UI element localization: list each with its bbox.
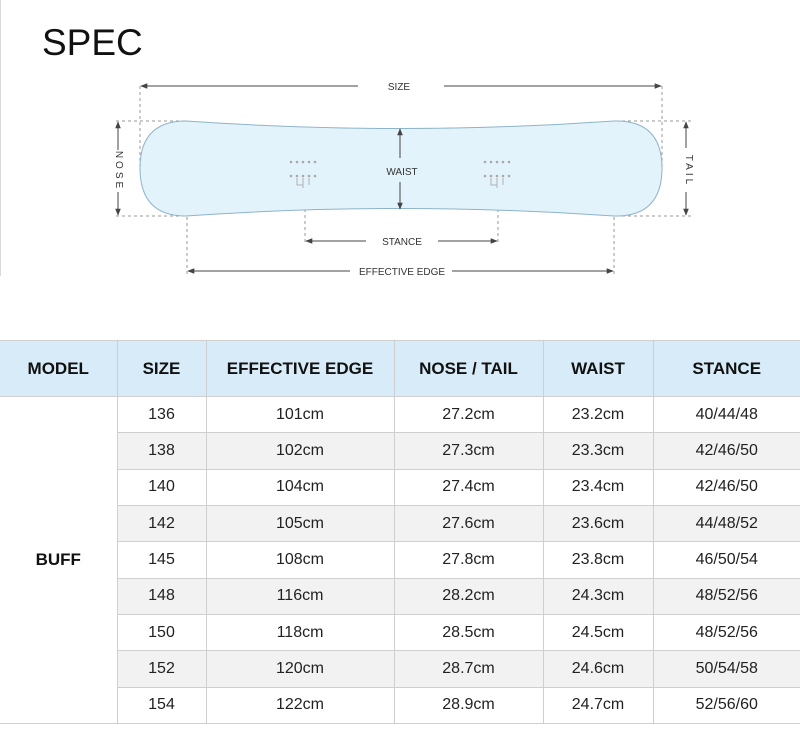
size-cell: 148: [117, 578, 206, 614]
effective-edge-cell: 104cm: [206, 469, 394, 505]
effective-edge-cell: 105cm: [206, 505, 394, 541]
waist-cell: 23.3cm: [543, 433, 653, 469]
size-cell: 150: [117, 614, 206, 650]
waist-label: WAIST: [386, 167, 418, 178]
page-title: SPEC: [42, 22, 143, 63]
size-cell: 140: [117, 469, 206, 505]
stance-label: STANCE: [382, 237, 422, 248]
nose-tail-cell: 27.6cm: [394, 505, 543, 541]
nose-tail-cell: 28.9cm: [394, 687, 543, 723]
effective-edge-cell: 120cm: [206, 651, 394, 687]
header-effective-edge: EFFECTIVE EDGE: [206, 341, 394, 397]
waist-cell: 24.3cm: [543, 578, 653, 614]
stance-cell: 52/56/60: [653, 687, 800, 723]
header-model: MODEL: [0, 341, 117, 397]
waist-cell: 23.8cm: [543, 542, 653, 578]
nose-tail-cell: 27.2cm: [394, 397, 543, 433]
nose-tail-cell: 27.8cm: [394, 542, 543, 578]
effective-edge-cell: 101cm: [206, 397, 394, 433]
waist-cell: 24.5cm: [543, 614, 653, 650]
waist-cell: 24.7cm: [543, 687, 653, 723]
size-cell: 145: [117, 542, 206, 578]
tail-label: TAIL: [683, 154, 694, 188]
effective-edge-cell: 116cm: [206, 578, 394, 614]
size-cell: 142: [117, 505, 206, 541]
header-stance: STANCE: [653, 341, 800, 397]
size-cell: 154: [117, 687, 206, 723]
effective-edge-cell: 118cm: [206, 614, 394, 650]
table-row: [0, 542, 800, 578]
table-row: [0, 433, 800, 469]
stance-cell: 42/46/50: [653, 469, 800, 505]
stance-cell: 48/52/56: [653, 614, 800, 650]
nose-tail-cell: 27.3cm: [394, 433, 543, 469]
table-row: [0, 614, 800, 650]
waist-cell: 23.6cm: [543, 505, 653, 541]
size-cell: 152: [117, 651, 206, 687]
table-row: [0, 651, 800, 687]
stance-cell: 40/44/48: [653, 397, 800, 433]
waist-cell: 23.2cm: [543, 397, 653, 433]
table-row: [0, 397, 800, 433]
nose-tail-cell: 28.5cm: [394, 614, 543, 650]
snowboard-diagram: [0, 0, 800, 290]
table-row: [0, 469, 800, 505]
spec-table: [0, 340, 800, 724]
effective-edge-cell: 108cm: [206, 542, 394, 578]
model-cell: BUFF: [0, 397, 117, 724]
header-waist: WAIST: [543, 341, 653, 397]
nose-tail-cell: 27.4cm: [394, 469, 543, 505]
nose-label: NOSE: [113, 150, 124, 192]
effective-edge-label: EFFECTIVE EDGE: [358, 267, 446, 278]
stance-cell: 50/54/58: [653, 651, 800, 687]
table-row: [0, 505, 800, 541]
size-label: SIZE: [387, 82, 411, 93]
header-nose-tail: NOSE / TAIL: [394, 341, 543, 397]
waist-cell: 23.4cm: [543, 469, 653, 505]
stance-cell: 48/52/56: [653, 578, 800, 614]
size-cell: 136: [117, 397, 206, 433]
effective-edge-cell: 102cm: [206, 433, 394, 469]
stance-cell: 42/46/50: [653, 433, 800, 469]
size-cell: 138: [117, 433, 206, 469]
stance-cell: 46/50/54: [653, 542, 800, 578]
table-row: [0, 687, 800, 723]
table-header-row: [0, 341, 800, 397]
waist-cell: 24.6cm: [543, 651, 653, 687]
nose-tail-cell: 28.2cm: [394, 578, 543, 614]
stance-cell: 44/48/52: [653, 505, 800, 541]
header-size: SIZE: [117, 341, 206, 397]
effective-edge-cell: 122cm: [206, 687, 394, 723]
nose-tail-cell: 28.7cm: [394, 651, 543, 687]
table-row: [0, 578, 800, 614]
